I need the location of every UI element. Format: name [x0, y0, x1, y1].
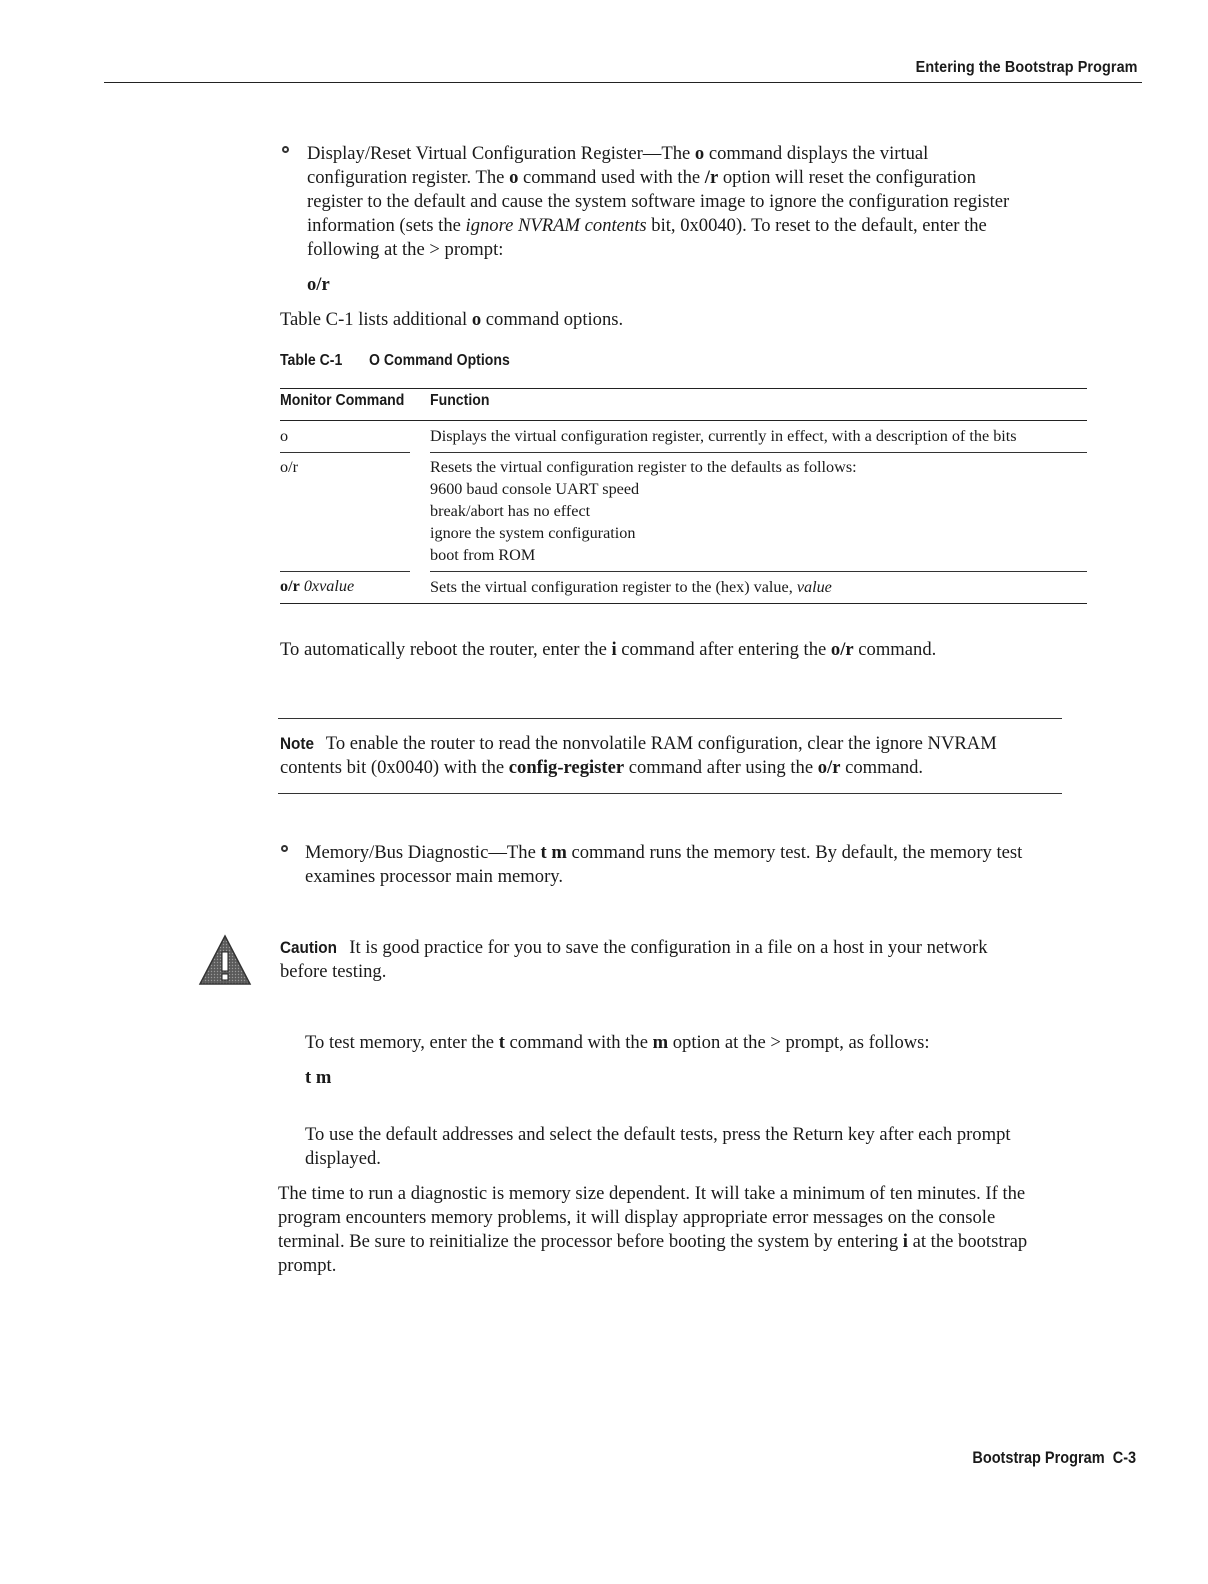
text-line: Display/Reset Virtual Configuration Register—The o command displays the virtual — [307, 143, 929, 164]
row-rule — [430, 452, 1087, 453]
caution-label: Caution — [280, 938, 337, 957]
row-rule — [430, 571, 1087, 572]
footer-section: Bootstrap Program — [972, 1449, 1105, 1467]
test-memory-instruction: To test memory, enter the t command with the m option at the > prompt, as follows: — [305, 1032, 930, 1053]
row-rule — [280, 571, 410, 572]
bullet-dot — [281, 845, 288, 852]
command-example: t m — [305, 1067, 332, 1088]
text-line: Caution It is good practice for you to save the configuration in a file on a host in your network — [280, 937, 988, 958]
text-line: examines processor main memory. — [305, 866, 563, 887]
column-header-function: Function — [430, 392, 490, 409]
text-line: To use the default addresses and select the default tests, press the Return key after each prompt — [305, 1124, 1011, 1145]
text-line: Note To enable the router to read the nonvolatile RAM configuration, clear the ignore NVRAM — [280, 733, 997, 754]
row-o-function: Displays the virtual configuration register, currently in effect, with a description of the bits — [430, 427, 1017, 445]
note-block — [280, 732, 1070, 780]
text-line: displayed. — [305, 1148, 381, 1169]
row-or-command: o/r — [280, 458, 298, 476]
text-line: prompt. — [278, 1255, 337, 1276]
row-or-value-function: Sets the virtual configuration register to the (hex) value, value — [430, 578, 832, 596]
function-line: Resets the virtual configuration register to the defaults as follows: — [430, 458, 857, 476]
bullet-memory-diagnostic — [305, 841, 1095, 889]
text-line: program encounters memory problems, it will display appropriate error messages on the console — [278, 1207, 996, 1228]
page-number: C-3 — [1112, 1449, 1136, 1467]
page-footer — [972, 1449, 1136, 1468]
row-rule — [280, 452, 410, 453]
row-or-function — [430, 456, 857, 566]
row-o-command: o — [280, 427, 289, 445]
text-line: The time to run a diagnostic is memory size dependent. It will take a minimum of ten minutes. If the — [278, 1183, 1026, 1204]
note-label: Note — [280, 734, 315, 753]
text-line: configuration register. The o command used with the /r option will reset the configuration — [307, 167, 976, 188]
header-rule — [104, 82, 1142, 83]
table-caption-title: O Command Options — [369, 352, 510, 369]
text-line: terminal. Be sure to reinitialize the processor before booting the system by entering i at the bootstrap — [278, 1231, 1028, 1252]
function-line: boot from ROM — [430, 546, 536, 564]
text-line: register to the default and cause the system software image to ignore the configuration register — [307, 191, 1010, 212]
diagnostic-time-paragraph — [278, 1182, 1098, 1278]
reboot-instruction: To automatically reboot the router, enter the i command after entering the o/r command. — [280, 639, 937, 660]
command-example: o/r — [307, 274, 330, 295]
table-intro: Table C-1 lists additional o command options. — [280, 309, 624, 330]
text-line: before testing. — [280, 961, 387, 982]
text-line: contents bit (0x0040) with the config-register command after using the o/r command. — [280, 757, 924, 778]
defaults-instruction — [305, 1123, 1095, 1171]
note-bottom-rule — [278, 793, 1062, 794]
table-caption-label: Table C-1 — [280, 352, 343, 369]
note-top-rule — [278, 718, 1062, 719]
text-line: following at the > prompt: — [307, 239, 504, 260]
table-bottom-rule — [280, 603, 1087, 604]
caution-block — [280, 936, 1070, 984]
bullet-dot — [282, 146, 289, 153]
table-top-rule — [280, 388, 1087, 389]
function-line: break/abort has no effect — [430, 502, 591, 520]
caution-icon — [198, 934, 252, 986]
column-header-monitor-command: Monitor Command — [280, 392, 405, 409]
text-line: information (sets the ignore NVRAM contents bit, 0x0040). To reset to the default, enter the — [307, 215, 987, 236]
running-header: Entering the Bootstrap Program — [916, 59, 1138, 76]
text-line: Memory/Bus Diagnostic—The t m command runs the memory test. By default, the memory test — [305, 842, 1023, 863]
function-line: 9600 baud console UART speed — [430, 480, 640, 498]
function-line: ignore the system configuration — [430, 524, 636, 542]
bullet-display-reset — [307, 142, 1087, 262]
header-rule — [280, 420, 1087, 421]
row-or-value-command: o/r 0xvalue — [280, 577, 355, 595]
